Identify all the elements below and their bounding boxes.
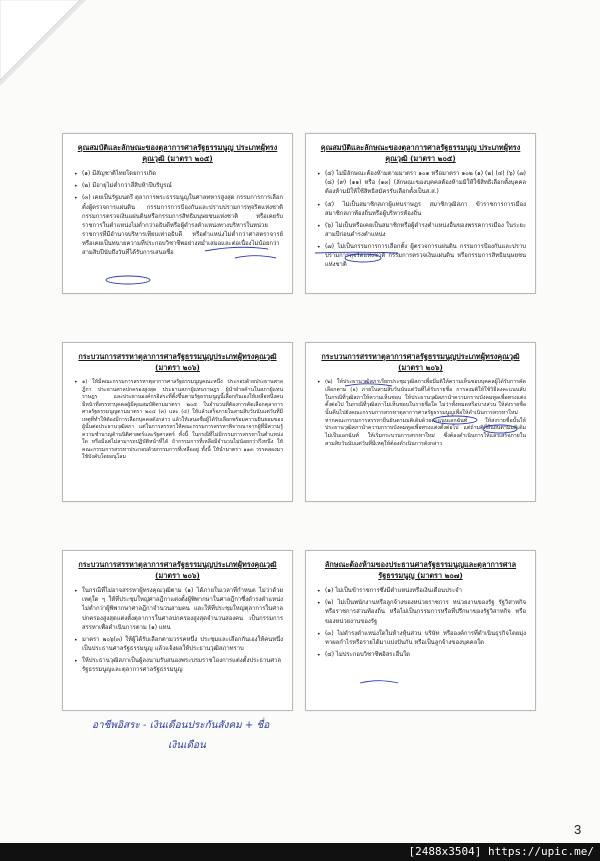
list-item: • ในกรณีที่ไม่อาจสรรหาผู้ทรงคุณวุฒิตาม (๑) ได้ภายในเวลาที่กำหนด ไม่ว่าด้วยเหตุใด ๆ ให้ที่ประชุมใหญ่ศาลฎีกาแต่งตั้งผู้พิพากษาในศาลฎีกาซึ่งดำรงตำแหน่งไม่ต่ำกว่าผู้พิพากษาศาลฎีกาจำนวนสามคน และให้ที่ประชุมใหญ่ตุลาการในศาลปกครองสูงสุดแต่งตั้งตุลาการในศาลปกครองสูงสุดจำนวนสองคน เป็นกรรมการสรรหาเพื่อดำเนินการตาม (๑) แทน bbox=[72, 587, 283, 633]
list-item: • (๓) ไม่ดำรงตำแหน่งใดในห้างหุ้นส่วน บริษัท หรือองค์การที่ดำเนินธุรกิจโดยมุ่งหาผลกำไรหรือรายได้มาแบ่งปันกัน หรือเป็นลูกจ้างของบุคคลใด bbox=[315, 630, 526, 648]
image-dimensions-label: [2488x3504] bbox=[408, 845, 482, 858]
handwritten-note-line-1: อาชีพอิสระ - เงินเดือนประกันสังคม + ชื่อ bbox=[92, 720, 270, 731]
slide-5-list bbox=[72, 587, 283, 675]
slide-1 bbox=[62, 133, 293, 294]
slide-4-title: กระบวนการสรรหาตุลาการศาลรัฐธรรมนูญประเภทผู้ทรงคุณวุฒิ (มาตรา ๒๐๖) bbox=[321, 352, 520, 372]
slide-6 bbox=[305, 550, 536, 711]
slide-6-title: ลักษณะต้องห้ามของประธานศาลรัฐธรรมนูญและตุลาการศาลรัฐธรรมนูญ (มาตรา ๒๐๗) bbox=[324, 560, 517, 580]
slide-3-title: กระบวนการสรรหาตุลาการศาลรัฐธรรมนูญประเภทผู้ทรงคุณวุฒิ (มาตรา ๒๐๖) bbox=[78, 352, 277, 372]
slide-3 bbox=[62, 342, 293, 502]
page-number: 3 bbox=[574, 822, 582, 837]
slide-6-list bbox=[315, 587, 526, 660]
slide-2-list bbox=[315, 170, 526, 270]
slide-5-title: กระบวนการสรรหาตุลาการศาลรัฐธรรมนูญประเภทผู้ทรงคุณวุฒิ (มาตรา ๒๐๖) bbox=[78, 560, 277, 580]
list-item: • ๑) ให้มีคณะกรรมการสรรหาตุลาการศาลรัฐธรรมนูญคณะหนึ่ง ประกอบด้วยประธานศาลฎีกา ประธานศาลปกครองสูงสุด ประธานสภาผู้แทนราษฎร ผู้นำฝ่ายค้านในสภาผู้แทนราษฎร และประธานองค์กรอิสระที่ตั้งขึ้นตามรัฐธรรมนูญนี้เลือกกันเองให้เหลือหนึ่งคน มีหน้าที่สรรหาบุคคลผู้มีคุณสมบัติตามมาตรา ๒๐๕ ในจำนวนที่ต้องการคัดเลือกตุลาการศาลรัฐธรรมนูญตามมาตรา ๒๐๔ (๓) และ (๔) ให้แล้วเสร็จภายในสามสิบวันนับแต่วันที่มีเหตุที่ทำให้ต้องมีการเลือกบุคคลดังกล่าว แล้วให้เสนอชื่อผู้ได้รับเลือกพร้อมความยินยอมของผู้นั้นต่อประธานวุฒิสภา แต่ในการสรรหาให้คณะกรรมการสรรหาพิจารณาจากผู้ที่มีความรู้ความชำนาญด้านนิติศาสตร์และรัฐศาสตร์ ทั้งนี้ ในกรณีที่ไม่มีกรรมการสรรหาในตำแหน่งใด หรือมีแต่ไม่สามารถปฏิบัติหน้าที่ได้ ถ้ากรรมการที่เหลือมีจำนวนไม่น้อยกว่ากึ่งหนึ่ง ให้คณะกรรมการสรรหาประกอบด้วยกรรมการที่เหลืออยู่ ทั้งนี้ ให้นำมาตรา ๑๑๓ วรรคสองมาใช้บังคับโดยอนุโลม bbox=[72, 379, 283, 462]
footer-text bbox=[409, 845, 594, 858]
list-item: • (๕) ไม่เป็นสมาชิกสภาผู้แทนราษฎร สมาชิกวุฒิสภา ข้าราชการการเมือง สมาชิกสภาท้องถิ่นหรือผู้บริหารท้องถิ่น bbox=[315, 201, 526, 219]
slide-3-list bbox=[72, 379, 283, 462]
list-item: • (๑) ไม่เป็นข้าราชการซึ่งมีตำแหน่งหรือเงินเดือนประจำ bbox=[315, 587, 526, 596]
source-url-label: https://upic.me/ bbox=[488, 845, 594, 858]
list-item: • (๗) ไม่เป็นกรรมการการเลือกตั้ง ผู้ตรวจการแผ่นดิน กรรมการป้องกันและปราบปรามการทุจริตแห่งชาติ กรรมการตรวจเงินแผ่นดิน หรือกรรมการสิทธิมนุษยชนแห่งชาติ bbox=[315, 243, 526, 270]
list-item: • (๖) ไม่เป็นหรือเคยเป็นสมาชิกหรือผู้ดำรงตำแหน่งอื่นของพรรคการเมือง ในระยะสามปีก่อนดำรงตำแหน่ง bbox=[315, 222, 526, 240]
folded-corner-shape bbox=[0, 0, 86, 86]
slide-5 bbox=[62, 550, 293, 711]
slide-2-title: คุณสมบัติและลักษณะของตุลาการศาลรัฐธรรมนูญ ประเภทผู้ทรงคุณวุฒิ (มาตรา ๒๐๕) bbox=[320, 143, 521, 163]
list-item: • (๒) มีอายุไม่ต่ำกว่าสี่สิบห้าปีบริบูรณ์ bbox=[72, 182, 283, 191]
slide-4-list bbox=[315, 379, 526, 448]
list-item: • (๒) ให้ประธานวุฒิสภาเรียกประชุมวุฒิสภาเพื่อมีมติให้ความเห็นชอบบุคคลผู้ได้รับการคัดเลือกตาม (๑) ภายในสามสิบวันนับแต่วันที่ได้รับรายชื่อ การลงมติให้ใช้วิธีลงคะแนนลับ ในกรณีที่วุฒิสภาให้ความเห็นชอบ ให้ประธานวุฒิสภานำความกราบบังคมทูลเพื่อทรงแต่งตั้งต่อไป ในกรณีที่วุฒิสภาไม่เห็นชอบในรายชื่อใด ไม่ว่าทั้งหมดหรือบางส่วน ให้ส่งรายชื่อนั้นคืนไปยังคณะกรรมการสรรหาตุลาการศาลรัฐธรรมนูญเพื่อให้ดำเนินการสรรหาใหม่ หากคณะกรรมการสรรหายืนยันตามมติเดิมด้วยคะแนนเอกฉันท์ ให้ส่งรายชื่อนั้นให้ประธานวุฒิสภานำความกราบบังคมทูลเพื่อทรงแต่งตั้งต่อไป แต่ถ้ามติที่ยืนยันตามมติเดิมไม่เป็นเอกฉันท์ ให้เริ่มกระบวนการสรรหาใหม่ ซึ่งต้องดำเนินการให้แล้วเสร็จภายในสามสิบวันนับแต่วันที่มีเหตุให้ต้องดำเนินการดังกล่าว bbox=[315, 379, 526, 448]
list-item: • (๒) ไม่เป็นพนักงานหรือลูกจ้างของหน่วยราชการ หน่วยงานของรัฐ รัฐวิสาหกิจ หรือราชการส่วนท้องถิ่น หรือไม่เป็นกรรมการหรือที่ปรึกษาของรัฐวิสาหกิจ หรือของหน่วยงานของรัฐ bbox=[315, 599, 526, 626]
slide-4 bbox=[305, 342, 536, 502]
handwritten-note-line-2: เงินเดือน bbox=[168, 740, 206, 751]
list-item: • (๔) ไม่มีลักษณะต้องห้ามตามมาตรา ๑๐๑ หรือมาตรา ๑๐๒ (๑) (๒) (๔) (๖) (๗) (๘) (๙) (๑๑) หรือ (๑๓) (ลักษณะของบุคคลต้องห้ามมิให้ใช้สิทธิเลือกตั้งบุคคลต้องห้ามมิให้ใช้สิทธิสมัครรับเลือกตั้งเป็นส.ส.) bbox=[315, 170, 526, 197]
watermark-footer bbox=[0, 843, 600, 861]
list-item: • มาตรา ๒๐๖(๓) ให้ผู้ได้รับเลือกตามวรรคหนึ่ง ประชุมและเลือกกันเองให้คนหนึ่งเป็นประธานศาลรัฐธรรมนูญ แล้วแจ้งผลให้ประธานวุฒิสภาทราบ bbox=[72, 636, 283, 654]
list-item: • (๓) เคยเป็นรัฐมนตรี ตุลาการพระธรรมนูญในศาลทหารสูงสุด กรรมการการเลือกตั้งผู้ตรวจการแผ่นดิน กรรมการการป้องกันและปราบปรามการทุจริตแห่งชาติ กรรมการตรวจเงินแผ่นดินหรือกรรมการสิทธิมนุษยชนแห่งชาติ หรือเคยรับราชการในตำแหน่งไม่ต่ำกว่าอธิบดีหรือผู้ดำรงตำแหน่งทางบริหารในหน่วยราชการที่มีอำนาจบริหารเทียบเท่าอธิบดี หรือตำแหน่งไม่ต่ำกว่าศาสตราจารย์ หรือเคยเป็นทนายความที่ประกอบวิชาชีพอย่างสม่ำเสมอและต่อเนื่องไม่น้อยกว่าสามสิบปีนับถึงวันที่ได้รับการเสนอชื่อ bbox=[72, 194, 283, 258]
slide-2 bbox=[305, 133, 536, 294]
list-item: • (๑) มีสัญชาติไทยโดยการเกิด bbox=[72, 170, 283, 179]
list-item: • ให้ประธานวุฒิสภาเป็นผู้ลงนามรับสนองพระบรมราชโองการแต่งตั้งประธานศาลรัฐธรรมนูญและตุลาการศาลรัฐธรรมนูญ bbox=[72, 657, 283, 675]
slide-1-list bbox=[72, 170, 283, 258]
list-item: • (๔) ไม่ประกอบวิชาชีพอิสระอื่นใด bbox=[315, 651, 526, 660]
slide-1-title: คุณสมบัติและลักษณะของตุลาการศาลรัฐธรรมนูญ ประเภทผู้ทรงคุณวุฒิ (มาตรา ๒๐๕) bbox=[77, 143, 278, 163]
